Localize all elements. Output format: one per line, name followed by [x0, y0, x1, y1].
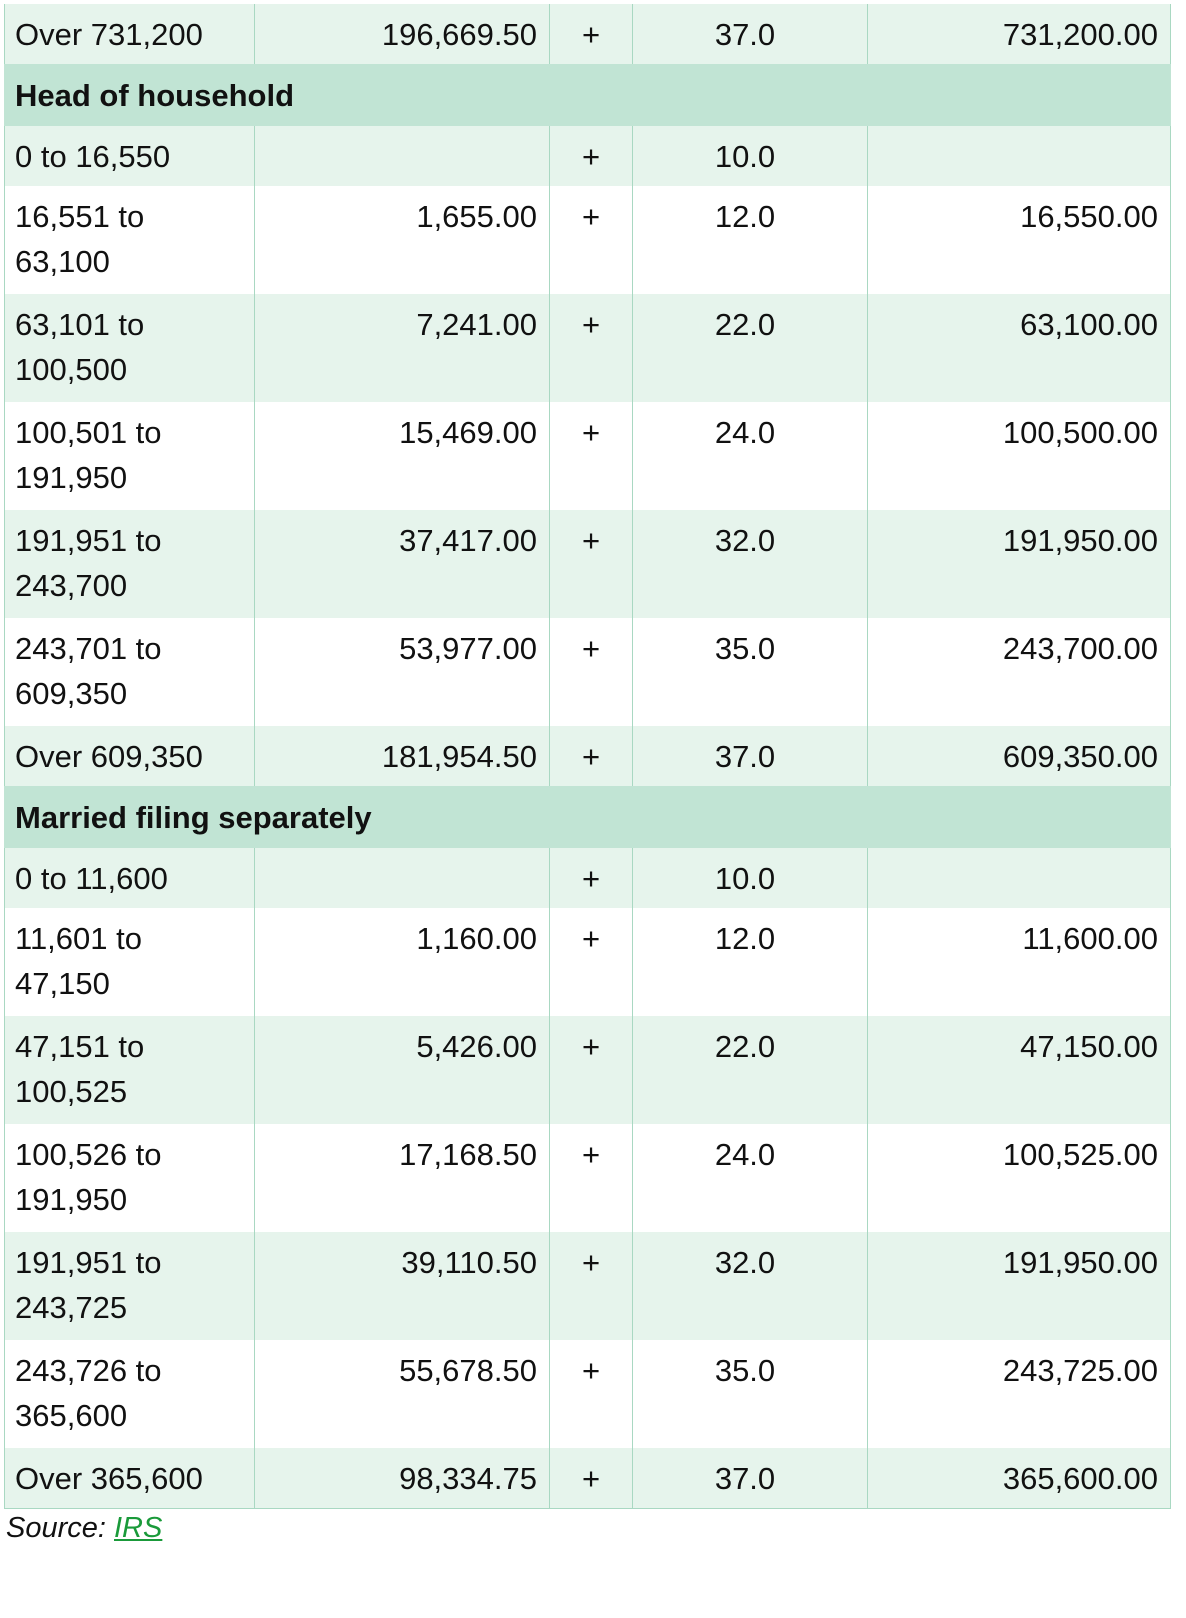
rate-percent-cell: 32.0 — [633, 510, 868, 618]
rate-percent-cell: 22.0 — [633, 1016, 868, 1124]
base-tax-cell: 17,168.50 — [255, 1124, 550, 1232]
plus-sign-cell: + — [550, 1340, 633, 1448]
plus-sign-cell: + — [550, 510, 633, 618]
amount-over-cell: 243,700.00 — [868, 618, 1171, 726]
income-range-cell: Over 609,350 — [5, 726, 255, 786]
base-tax-cell — [255, 848, 550, 908]
table-row — [5, 1016, 1171, 1124]
amount-over-cell: 243,725.00 — [868, 1340, 1171, 1448]
table-row — [5, 402, 1171, 510]
table-row — [5, 510, 1171, 618]
rate-percent-cell: 10.0 — [633, 126, 868, 186]
table-row — [5, 1448, 1171, 1509]
plus-sign-cell: + — [550, 294, 633, 402]
base-tax-cell: 5,426.00 — [255, 1016, 550, 1124]
amount-over-cell: 191,950.00 — [868, 510, 1171, 618]
income-range-cell: 47,151 to 100,525 — [5, 1016, 255, 1124]
base-tax-cell: 181,954.50 — [255, 726, 550, 786]
income-range-cell: Over 365,600 — [5, 1448, 255, 1509]
rate-percent-cell: 24.0 — [633, 1124, 868, 1232]
rate-percent-cell: 35.0 — [633, 618, 868, 726]
income-range-cell: 100,526 to 191,950 — [5, 1124, 255, 1232]
tax-bracket-table-body — [5, 4, 1171, 1509]
rate-percent-cell: 10.0 — [633, 848, 868, 908]
amount-over-cell: 11,600.00 — [868, 908, 1171, 1016]
rate-percent-cell: 37.0 — [633, 1448, 868, 1509]
plus-sign-cell: + — [550, 1232, 633, 1340]
base-tax-cell: 53,977.00 — [255, 618, 550, 726]
amount-over-cell: 100,525.00 — [868, 1124, 1171, 1232]
table-row — [5, 848, 1171, 908]
table-row — [5, 126, 1171, 186]
base-tax-cell: 98,334.75 — [255, 1448, 550, 1509]
income-range-cell: 63,101 to 100,500 — [5, 294, 255, 402]
plus-sign-cell: + — [550, 848, 633, 908]
base-tax-cell: 7,241.00 — [255, 294, 550, 402]
plus-sign-cell: + — [550, 126, 633, 186]
rate-percent-cell: 24.0 — [633, 402, 868, 510]
amount-over-cell: 100,500.00 — [868, 402, 1171, 510]
table-row — [5, 618, 1171, 726]
tax-bracket-table — [4, 4, 1171, 1509]
amount-over-cell: 191,950.00 — [868, 1232, 1171, 1340]
rate-percent-cell: 32.0 — [633, 1232, 868, 1340]
section-heading: Married filing separately — [5, 786, 1171, 848]
section-heading-row — [5, 64, 1171, 126]
table-row — [5, 186, 1171, 294]
plus-sign-cell: + — [550, 402, 633, 510]
table-row — [5, 908, 1171, 1016]
income-range-cell: 0 to 11,600 — [5, 848, 255, 908]
tax-bracket-table-container — [4, 4, 1170, 1509]
base-tax-cell: 1,655.00 — [255, 186, 550, 294]
amount-over-cell: 609,350.00 — [868, 726, 1171, 786]
plus-sign-cell: + — [550, 726, 633, 786]
base-tax-cell: 55,678.50 — [255, 1340, 550, 1448]
rate-percent-cell: 12.0 — [633, 186, 868, 294]
income-range-cell: 16,551 to 63,100 — [5, 186, 255, 294]
rate-percent-cell: 22.0 — [633, 294, 868, 402]
amount-over-cell — [868, 126, 1171, 186]
amount-over-cell: 47,150.00 — [868, 1016, 1171, 1124]
base-tax-cell: 196,669.50 — [255, 4, 550, 64]
rate-percent-cell: 37.0 — [633, 726, 868, 786]
table-row — [5, 1340, 1171, 1448]
base-tax-cell: 15,469.00 — [255, 402, 550, 510]
income-range-cell: 11,601 to 47,150 — [5, 908, 255, 1016]
rate-percent-cell: 12.0 — [633, 908, 868, 1016]
table-row — [5, 294, 1171, 402]
income-range-cell: 191,951 to 243,725 — [5, 1232, 255, 1340]
income-range-cell: 0 to 16,550 — [5, 126, 255, 186]
income-range-cell: 243,726 to 365,600 — [5, 1340, 255, 1448]
table-row — [5, 726, 1171, 786]
source-link-irs[interactable]: IRS — [114, 1512, 163, 1544]
plus-sign-cell: + — [550, 908, 633, 1016]
income-range-cell: Over 731,200 — [5, 4, 255, 64]
amount-over-cell: 731,200.00 — [868, 4, 1171, 64]
base-tax-cell: 39,110.50 — [255, 1232, 550, 1340]
base-tax-cell: 1,160.00 — [255, 908, 550, 1016]
plus-sign-cell: + — [550, 4, 633, 64]
plus-sign-cell: + — [550, 1016, 633, 1124]
amount-over-cell: 16,550.00 — [868, 186, 1171, 294]
plus-sign-cell: + — [550, 1124, 633, 1232]
income-range-cell: 100,501 to 191,950 — [5, 402, 255, 510]
section-heading: Head of household — [5, 64, 1171, 126]
table-row — [5, 4, 1171, 64]
rate-percent-cell: 35.0 — [633, 1340, 868, 1448]
table-row — [5, 1124, 1171, 1232]
source-note — [6, 1512, 162, 1545]
income-range-cell: 243,701 to 609,350 — [5, 618, 255, 726]
source-label: Source: — [6, 1512, 114, 1544]
base-tax-cell — [255, 126, 550, 186]
amount-over-cell: 63,100.00 — [868, 294, 1171, 402]
amount-over-cell — [868, 848, 1171, 908]
plus-sign-cell: + — [550, 186, 633, 294]
plus-sign-cell: + — [550, 618, 633, 726]
plus-sign-cell: + — [550, 1448, 633, 1509]
base-tax-cell: 37,417.00 — [255, 510, 550, 618]
amount-over-cell: 365,600.00 — [868, 1448, 1171, 1509]
table-row — [5, 1232, 1171, 1340]
section-heading-row — [5, 786, 1171, 848]
income-range-cell: 191,951 to 243,700 — [5, 510, 255, 618]
rate-percent-cell: 37.0 — [633, 4, 868, 64]
